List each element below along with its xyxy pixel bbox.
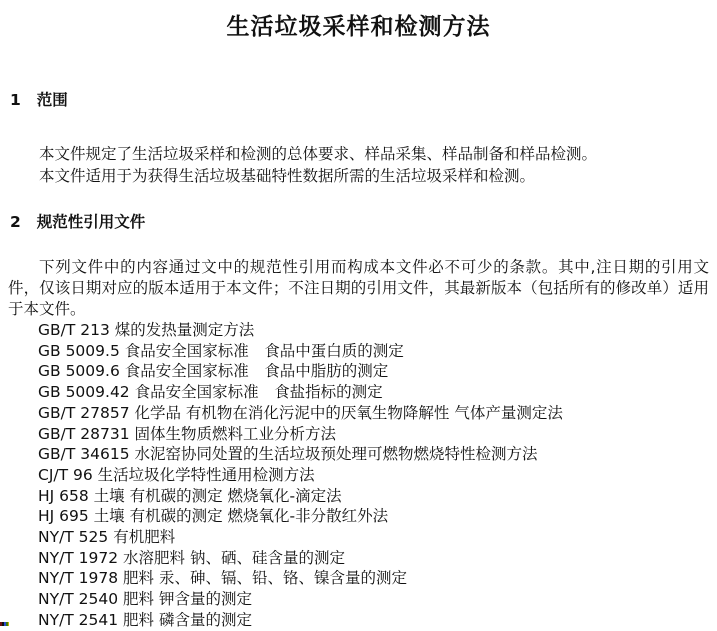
- reference-item: NY/T 2541 肥料 磷含量的测定: [38, 610, 252, 629]
- section-heading-text: 规范性引用文件: [36, 213, 146, 231]
- reference-item: NY/T 2540 肥料 钾含量的测定: [38, 590, 252, 609]
- section-normative-references: [8, 212, 709, 631]
- scope-paragraph-1: 本文件规定了生活垃圾采样和检测的总体要求、样品采集、样品制备和样品检测。: [39, 145, 598, 163]
- scope-paragraph-2: 本文件适用于为获得生活垃圾基础特性数据所需的生活垃圾采样和检测。: [39, 167, 536, 185]
- document-title: 生活垃圾采样和检测方法: [226, 14, 491, 40]
- section-number: 2: [10, 213, 21, 231]
- reference-item: GB/T 28731 固体生物质燃料工业分析方法: [38, 424, 336, 443]
- section-heading-text: 范围: [36, 91, 68, 109]
- section-heading-references: [8, 212, 709, 232]
- reference-item: NY/T 525 有机肥料: [38, 528, 176, 547]
- section-heading-scope: [8, 90, 709, 110]
- references-intro-paragraph: 下列文件中的内容通过文中的规范性引用而构成本文件必不可少的条款。其中,注日期的引用文件，仅该日期对应的版本适用于本文件；不注日期的引用文件，其最新版本（包括所有的修改单）适用于本文件。: [8, 258, 709, 318]
- reference-item: GB/T 27857 化学品 有机物在消化污泥中的厌氧生物降解性 气体产量测定法: [38, 403, 563, 422]
- reference-item: GB 5009.5 食品安全国家标准 食品中蛋白质的测定: [38, 341, 404, 360]
- reference-item: GB 5009.42 食品安全国家标准 食盐指标的测定: [38, 383, 383, 402]
- reference-item: NY/T 1972 水溶肥料 钠、硒、硅含量的测定: [38, 548, 345, 567]
- reference-item: GB/T 34615 水泥窑协同处置的生活垃圾预处理可燃物燃烧特性检测方法: [38, 445, 538, 464]
- reference-item: HJ 658 土壤 有机碳的测定 燃烧氧化-滴定法: [38, 486, 342, 505]
- scan-artifact: [0, 622, 9, 626]
- reference-item: HJ 695 土壤 有机碳的测定 燃烧氧化-非分散红外法: [38, 507, 389, 526]
- scope-paragraphs: [8, 143, 709, 187]
- reference-item: NY/T 1978 肥料 汞、砷、镉、铅、铬、镍含量的测定: [38, 569, 407, 588]
- reference-item: GB 5009.6 食品安全国家标准 食品中脂肪的测定: [38, 362, 389, 381]
- section-scope: [8, 90, 709, 187]
- reference-item: CJ/T 96 生活垃圾化学特性通用检测方法: [38, 465, 315, 484]
- reference-list: [8, 320, 709, 631]
- section-number: 1: [10, 91, 21, 109]
- reference-item: GB/T 213 煤的发热量测定方法: [38, 321, 255, 339]
